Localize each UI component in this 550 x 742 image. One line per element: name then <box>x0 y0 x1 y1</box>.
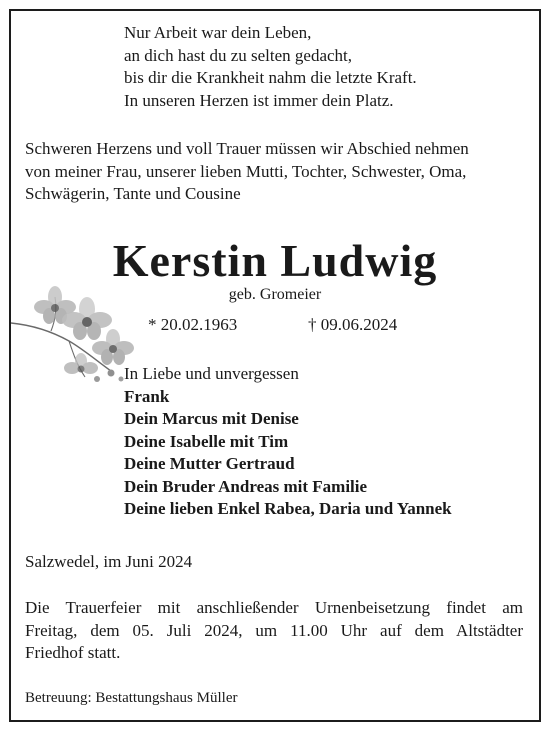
mourner-name: Dein Marcus mit Denise <box>124 409 299 428</box>
notice-line: Freitag, dem 05. Juli 2024, um 11.00 Uhr auf dem Altstädter <box>25 620 523 640</box>
death-date: † 09.06.2024 <box>308 315 398 334</box>
orchid-icon <box>11 279 141 389</box>
mourner-name: Deine Isabelle mit Tim <box>124 431 289 451</box>
funeral-notice <box>25 597 523 665</box>
intro-line: Schweren Herzens und voll Trauer müssen wir Abschied nehmen <box>25 139 469 158</box>
obituary-notice <box>9 9 541 722</box>
mourners <box>124 363 452 521</box>
poem-line: an dich hast du zu selten gedacht, <box>124 45 353 65</box>
funeral-home-credit: Betreuung: Bestattungshaus Müller <box>25 690 238 706</box>
poem-line: In unseren Herzen ist immer dein Platz. <box>124 90 394 110</box>
intro-line: Schwägerin, Tante und Cousine <box>25 184 241 203</box>
mourner-name: Deine lieben Enkel Rabea, Daria und Yannek <box>124 499 452 518</box>
mourner-name: Frank <box>124 386 170 406</box>
poem <box>124 22 417 112</box>
intro-text <box>25 138 469 206</box>
poem-line: Nur Arbeit war dein Leben, <box>124 23 312 42</box>
place-date: Salzwedel, im Juni 2024 <box>25 552 193 571</box>
intro-line: von meiner Frau, unserer lieben Mutti, Tochter, Schwester, Oma, <box>25 161 467 181</box>
mourner-name: Dein Bruder Andreas mit Familie <box>124 476 368 496</box>
birth-name: geb. Gromeier <box>228 286 322 303</box>
notice-line: Friedhof statt. <box>25 643 121 662</box>
notice-line: Die Trauerfeier mit anschließender Urnenbeisetzung findet am <box>25 598 523 617</box>
poem-line: bis dir die Krankheit nahm die letzte Kraft. <box>124 68 417 87</box>
deceased-name: Kerstin Ludwig <box>112 235 438 286</box>
mourners-intro: In Liebe und unvergessen <box>124 364 299 383</box>
birth-date: * 20.02.1963 <box>148 315 238 334</box>
mourner-name: Deine Mutter Gertraud <box>124 454 295 473</box>
